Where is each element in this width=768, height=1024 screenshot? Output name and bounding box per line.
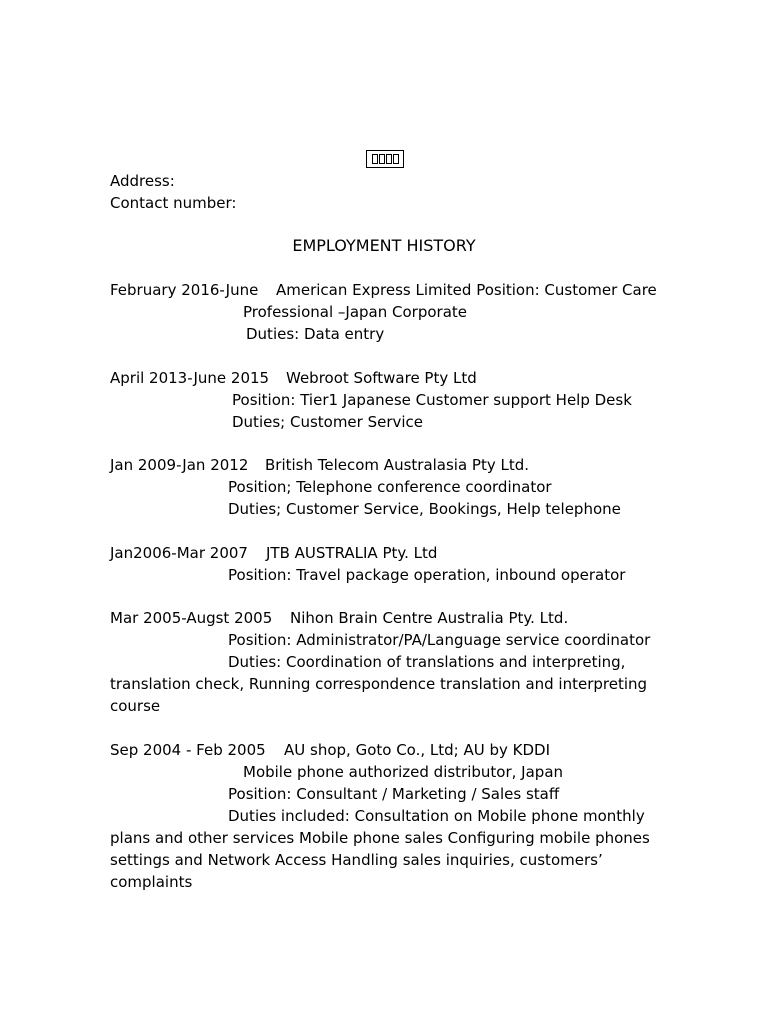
job-line: Duties included: Consultation on Mobile phone monthly — [228, 807, 645, 825]
job-line: Position: Tier1 Japanese Customer support Help Desk — [232, 391, 632, 409]
job-dates: April 2013-June 2015 — [110, 369, 270, 387]
job-line: Position: Travel package operation, inbound operator — [228, 566, 626, 584]
job-dates: Sep 2004 - Feb 2005 — [110, 741, 266, 759]
missing-glyph-icon — [372, 154, 378, 164]
job-line: Position: Administrator/PA/Language service coordinator — [228, 631, 651, 649]
job-dates: Mar 2005-Augst 2005 — [110, 609, 273, 627]
job-line: plans and other services Mobile phone sales Configuring mobile phones — [110, 829, 650, 847]
job-dates: Jan2006-Mar 2007 — [110, 544, 248, 562]
job-dates: February 2016-June — [110, 281, 259, 299]
job-line: British Telecom Australasia Pty Ltd. — [265, 456, 530, 474]
job-line: Duties: Data entry — [246, 325, 385, 343]
address-label: Address: — [110, 172, 175, 190]
job-line: complaints — [110, 873, 193, 891]
job-line: Nihon Brain Centre Australia Pty. Ltd. — [290, 609, 569, 627]
section-title: EMPLOYMENT HISTORY — [292, 236, 476, 255]
job-line: translation check, Running correspondence translation and interpreting — [110, 675, 648, 693]
job-line: JTB AUSTRALIA Pty. Ltd — [266, 544, 438, 562]
job-line: Professional –Japan Corporate — [243, 303, 468, 321]
job-line: Duties; Customer Service, Bookings, Help telephone — [228, 500, 621, 518]
missing-glyph-icon — [393, 154, 399, 164]
job-line: Position: Consultant / Marketing / Sales staff — [228, 785, 560, 803]
missing-glyph-icon — [386, 154, 392, 164]
job-line: Webroot Software Pty Ltd — [286, 369, 477, 387]
job-line: Duties; Customer Service — [232, 413, 424, 431]
name-placeholder-box — [366, 150, 404, 168]
job-line: Mobile phone authorized distributor, Japan — [243, 763, 564, 781]
job-line: AU shop, Goto Co., Ltd; AU by KDDI — [284, 741, 551, 759]
job-line: American Express Limited Position: Customer Care — [276, 281, 657, 299]
job-line: course — [110, 697, 161, 715]
job-line: settings and Network Access Handling sales inquiries, customers’ — [110, 851, 603, 869]
contact-label: Contact number: — [110, 194, 237, 212]
job-dates: Jan 2009-Jan 2012 — [110, 456, 249, 474]
missing-glyph-icon — [379, 154, 385, 164]
job-line: Position; Telephone conference coordinator — [228, 478, 552, 496]
job-line: Duties: Coordination of translations and interpreting, — [228, 653, 626, 671]
